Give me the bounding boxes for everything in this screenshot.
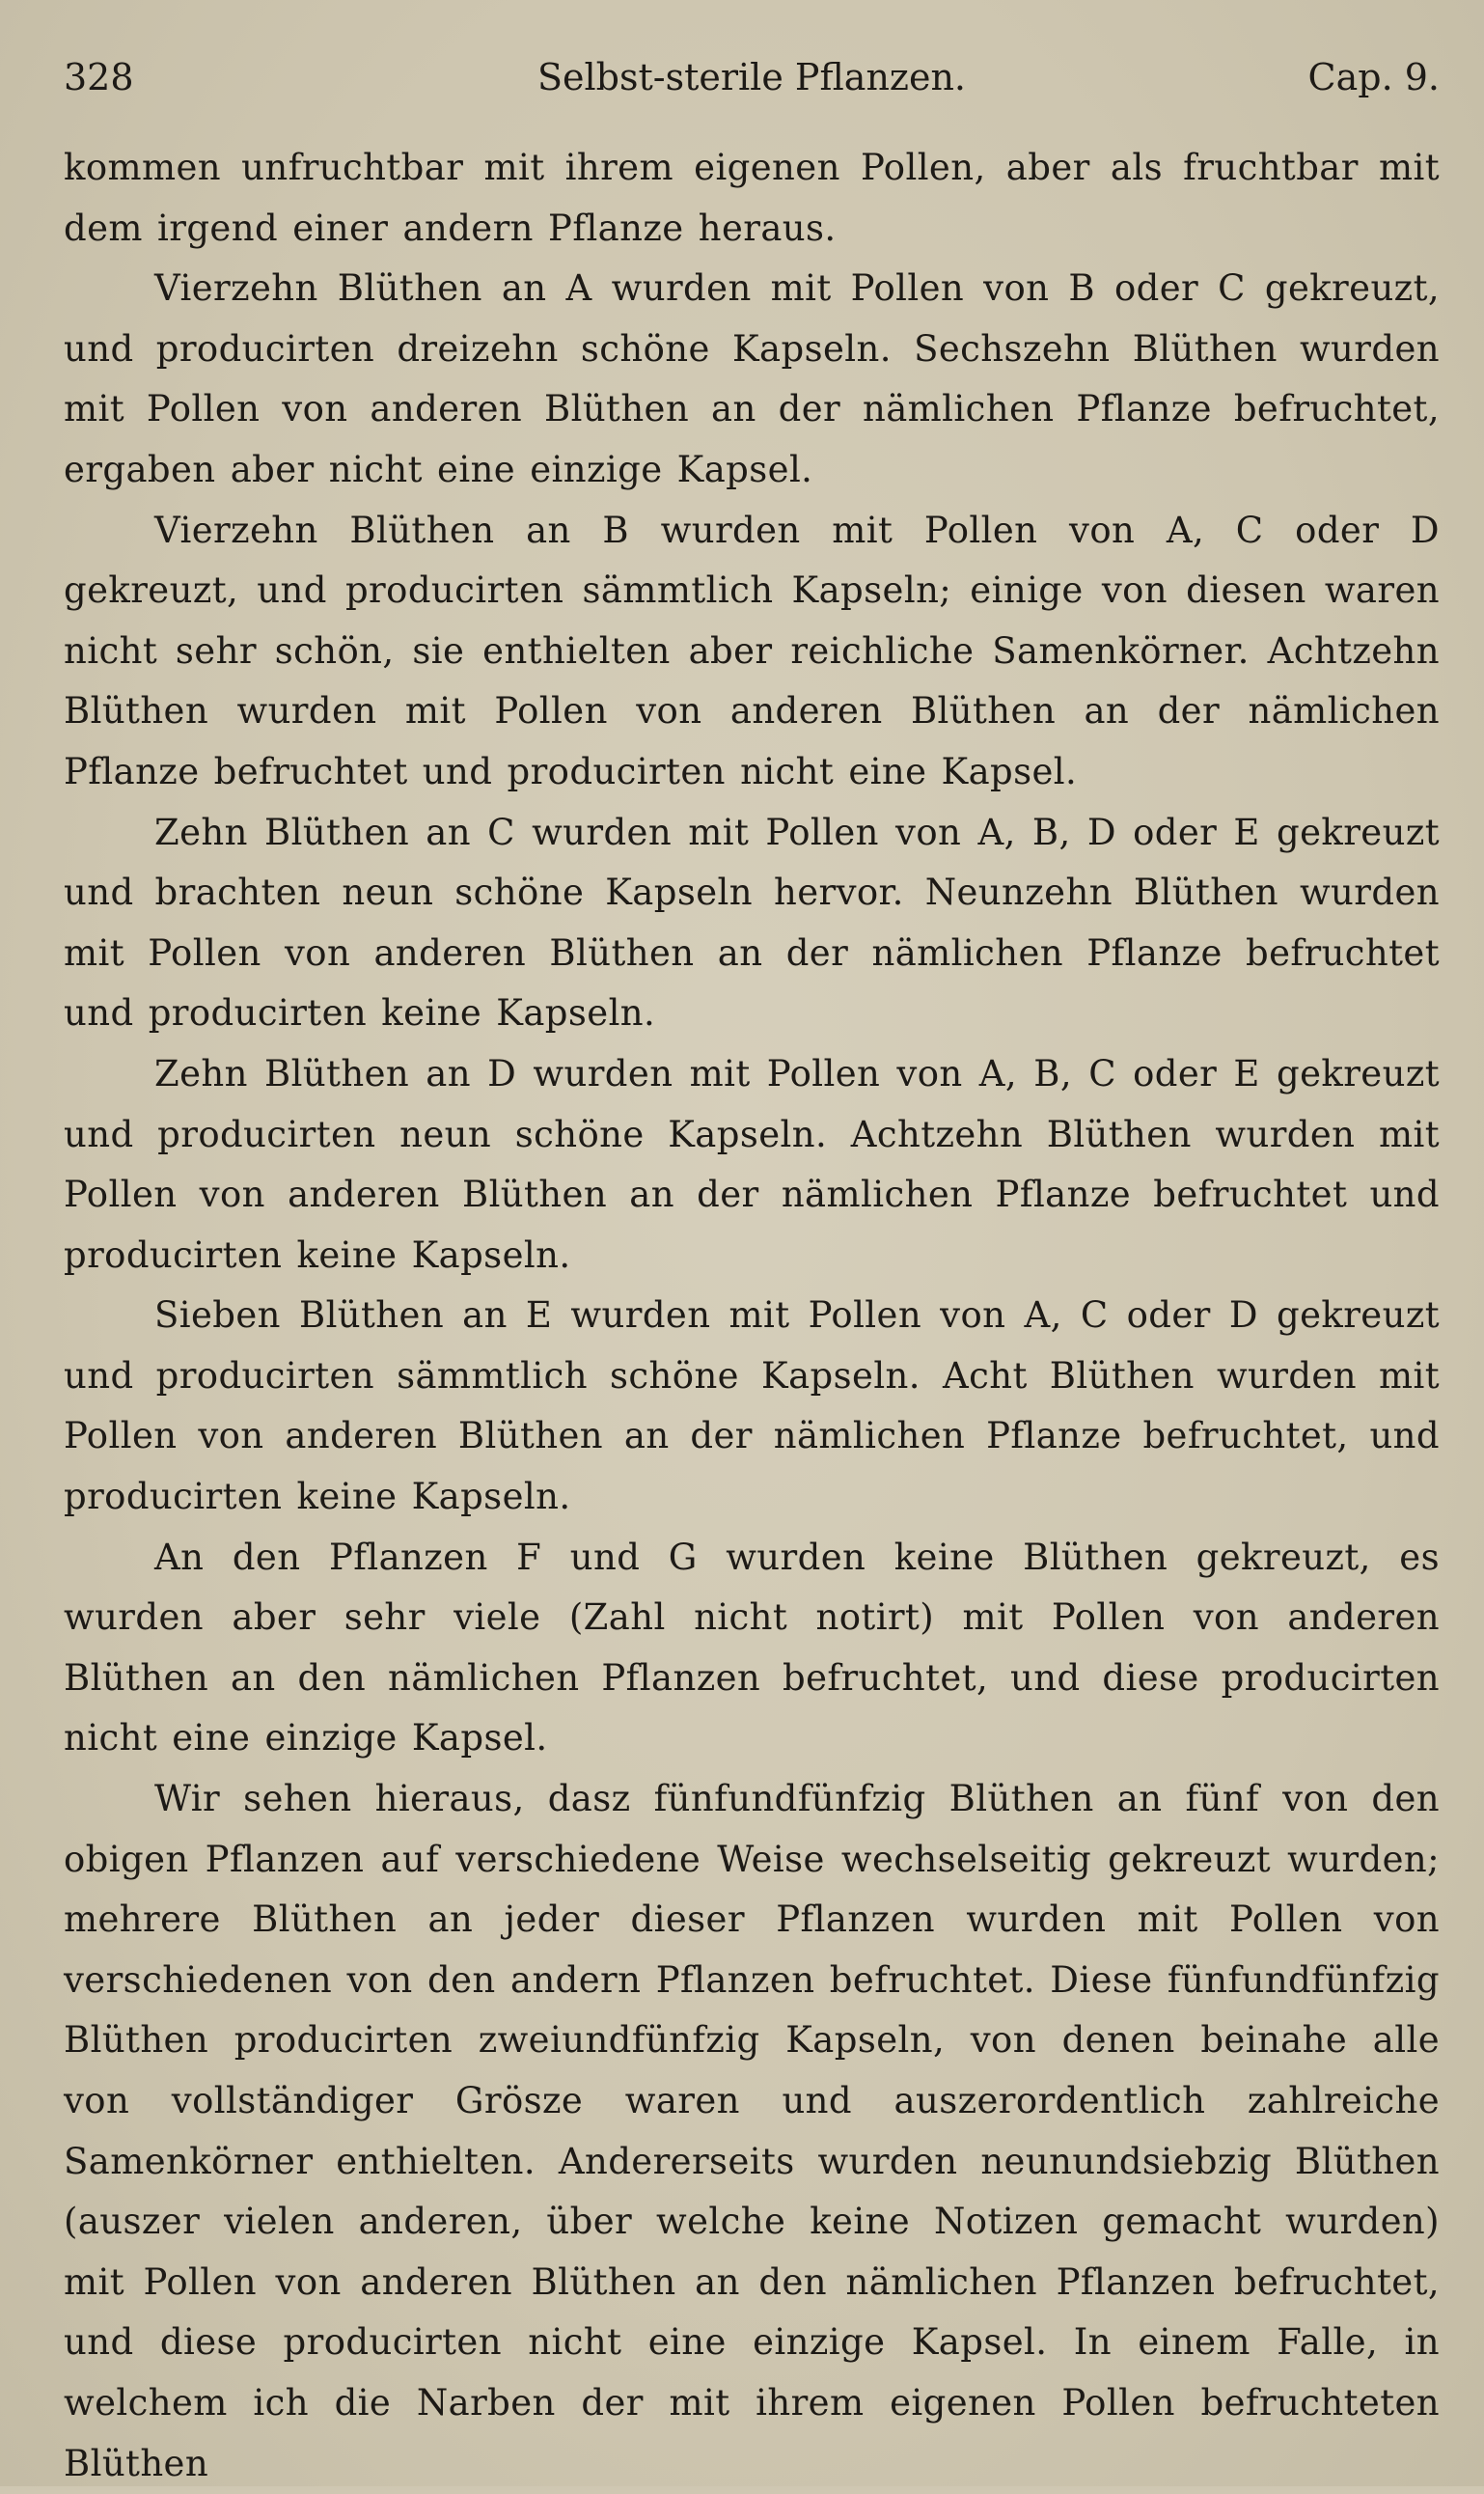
paragraph: Wir sehen hieraus, dasz fünfundfünfzig Blüthen an fünf von den obigen Pflanzen auf verschiedene Weise wechselseitig gekreuzt wurden; mehrere Blüthen an jeder dieser Pflanzen wurden mit Pollen von verschiedenen von den andern Pflanzen befruchtet. Diese fünfundfünfzig Blüthen producirten zweiundfünfzig Kapseln, von denen beinahe alle von vollständiger Grösze waren und auszerordentlich zahlreiche Samenkörner enthielten. Andererseits wurden neunundsiebzig Blüthen (auszer vielen anderen, über welche keine Notizen gemacht wurden) mit Pollen von anderen Blüthen an den nämlichen Pflanzen befruchtet, und diese producirten nicht eine einzige Kapsel. In einem Falle, in welchem ich die Narben der mit ihrem eigenen Pollen befruchteten Blüthen xyxy=(64,1778,1440,2484)
paragraph: Vierzehn Blüthen an B wurden mit Pollen von A, C oder D gekreuzt, und producirten sämmtlich Kapseln; einige von diesen waren nicht sehr schön, sie enthielten aber reichliche Samenkörner. Achtzehn Blüthen wurden mit Pollen von anderen Blüthen an der nämlichen Pflanze befruchtet und producirten nicht eine Kapsel. xyxy=(64,509,1440,792)
running-title: Selbst-sterile Pflanzen. xyxy=(536,56,966,98)
running-head xyxy=(64,50,1440,104)
paragraph: kommen unfruchtbar mit ihrem eigenen Pollen, aber als fruchtbar mit dem irgend einer andern Pflanze heraus. xyxy=(64,147,1440,249)
paragraph: Zehn Blüthen an D wurden mit Pollen von A, B, C oder E gekreuzt und producirten neun schöne Kapseln. Achtzehn Blüthen wurden mit Pollen von anderen Blüthen an der nämlichen Pflanze befruchtet und producirten keine Kapseln. xyxy=(64,1052,1440,1276)
body-text xyxy=(64,138,1440,2494)
paragraph: Zehn Blüthen an C wurden mit Pollen von A, B, D oder E gekreuzt und brachten neun schöne Kapseln hervor. Neunzehn Blüthen wurden mit Pollen von anderen Blüthen an der nämlichen Pflanze befruchtet und producirten keine Kapseln. xyxy=(64,811,1440,1035)
chapter-label: Cap. 9. xyxy=(1307,56,1440,98)
page-number: 328 xyxy=(64,56,134,98)
paragraph: Vierzehn Blüthen an A wurden mit Pollen von B oder C gekreuzt, und producirten dreizehn schöne Kapseln. Sechszehn Blüthen wurden mit Pollen von anderen Blüthen an der nämlichen Pflanze befruchtet, ergaben aber nicht eine einzige Kapsel. xyxy=(64,267,1440,490)
paragraph: Sieben Blüthen an E wurden mit Pollen von A, C oder D gekreuzt und producirten sämmtlich schöne Kapseln. Acht Blüthen wurden mit Pollen von anderen Blüthen an der nämlichen Pflanze befruchtet, und producirten keine Kapseln. xyxy=(64,1294,1440,1518)
paragraph: An den Pflanzen F und G wurden keine Blüthen gekreuzt, es wurden aber sehr viele (Zahl nicht notirt) mit Pollen von anderen Blüthen an den nämlichen Pflanzen befruchtet, und diese producirten nicht eine einzige Kapsel. xyxy=(64,1536,1440,1760)
